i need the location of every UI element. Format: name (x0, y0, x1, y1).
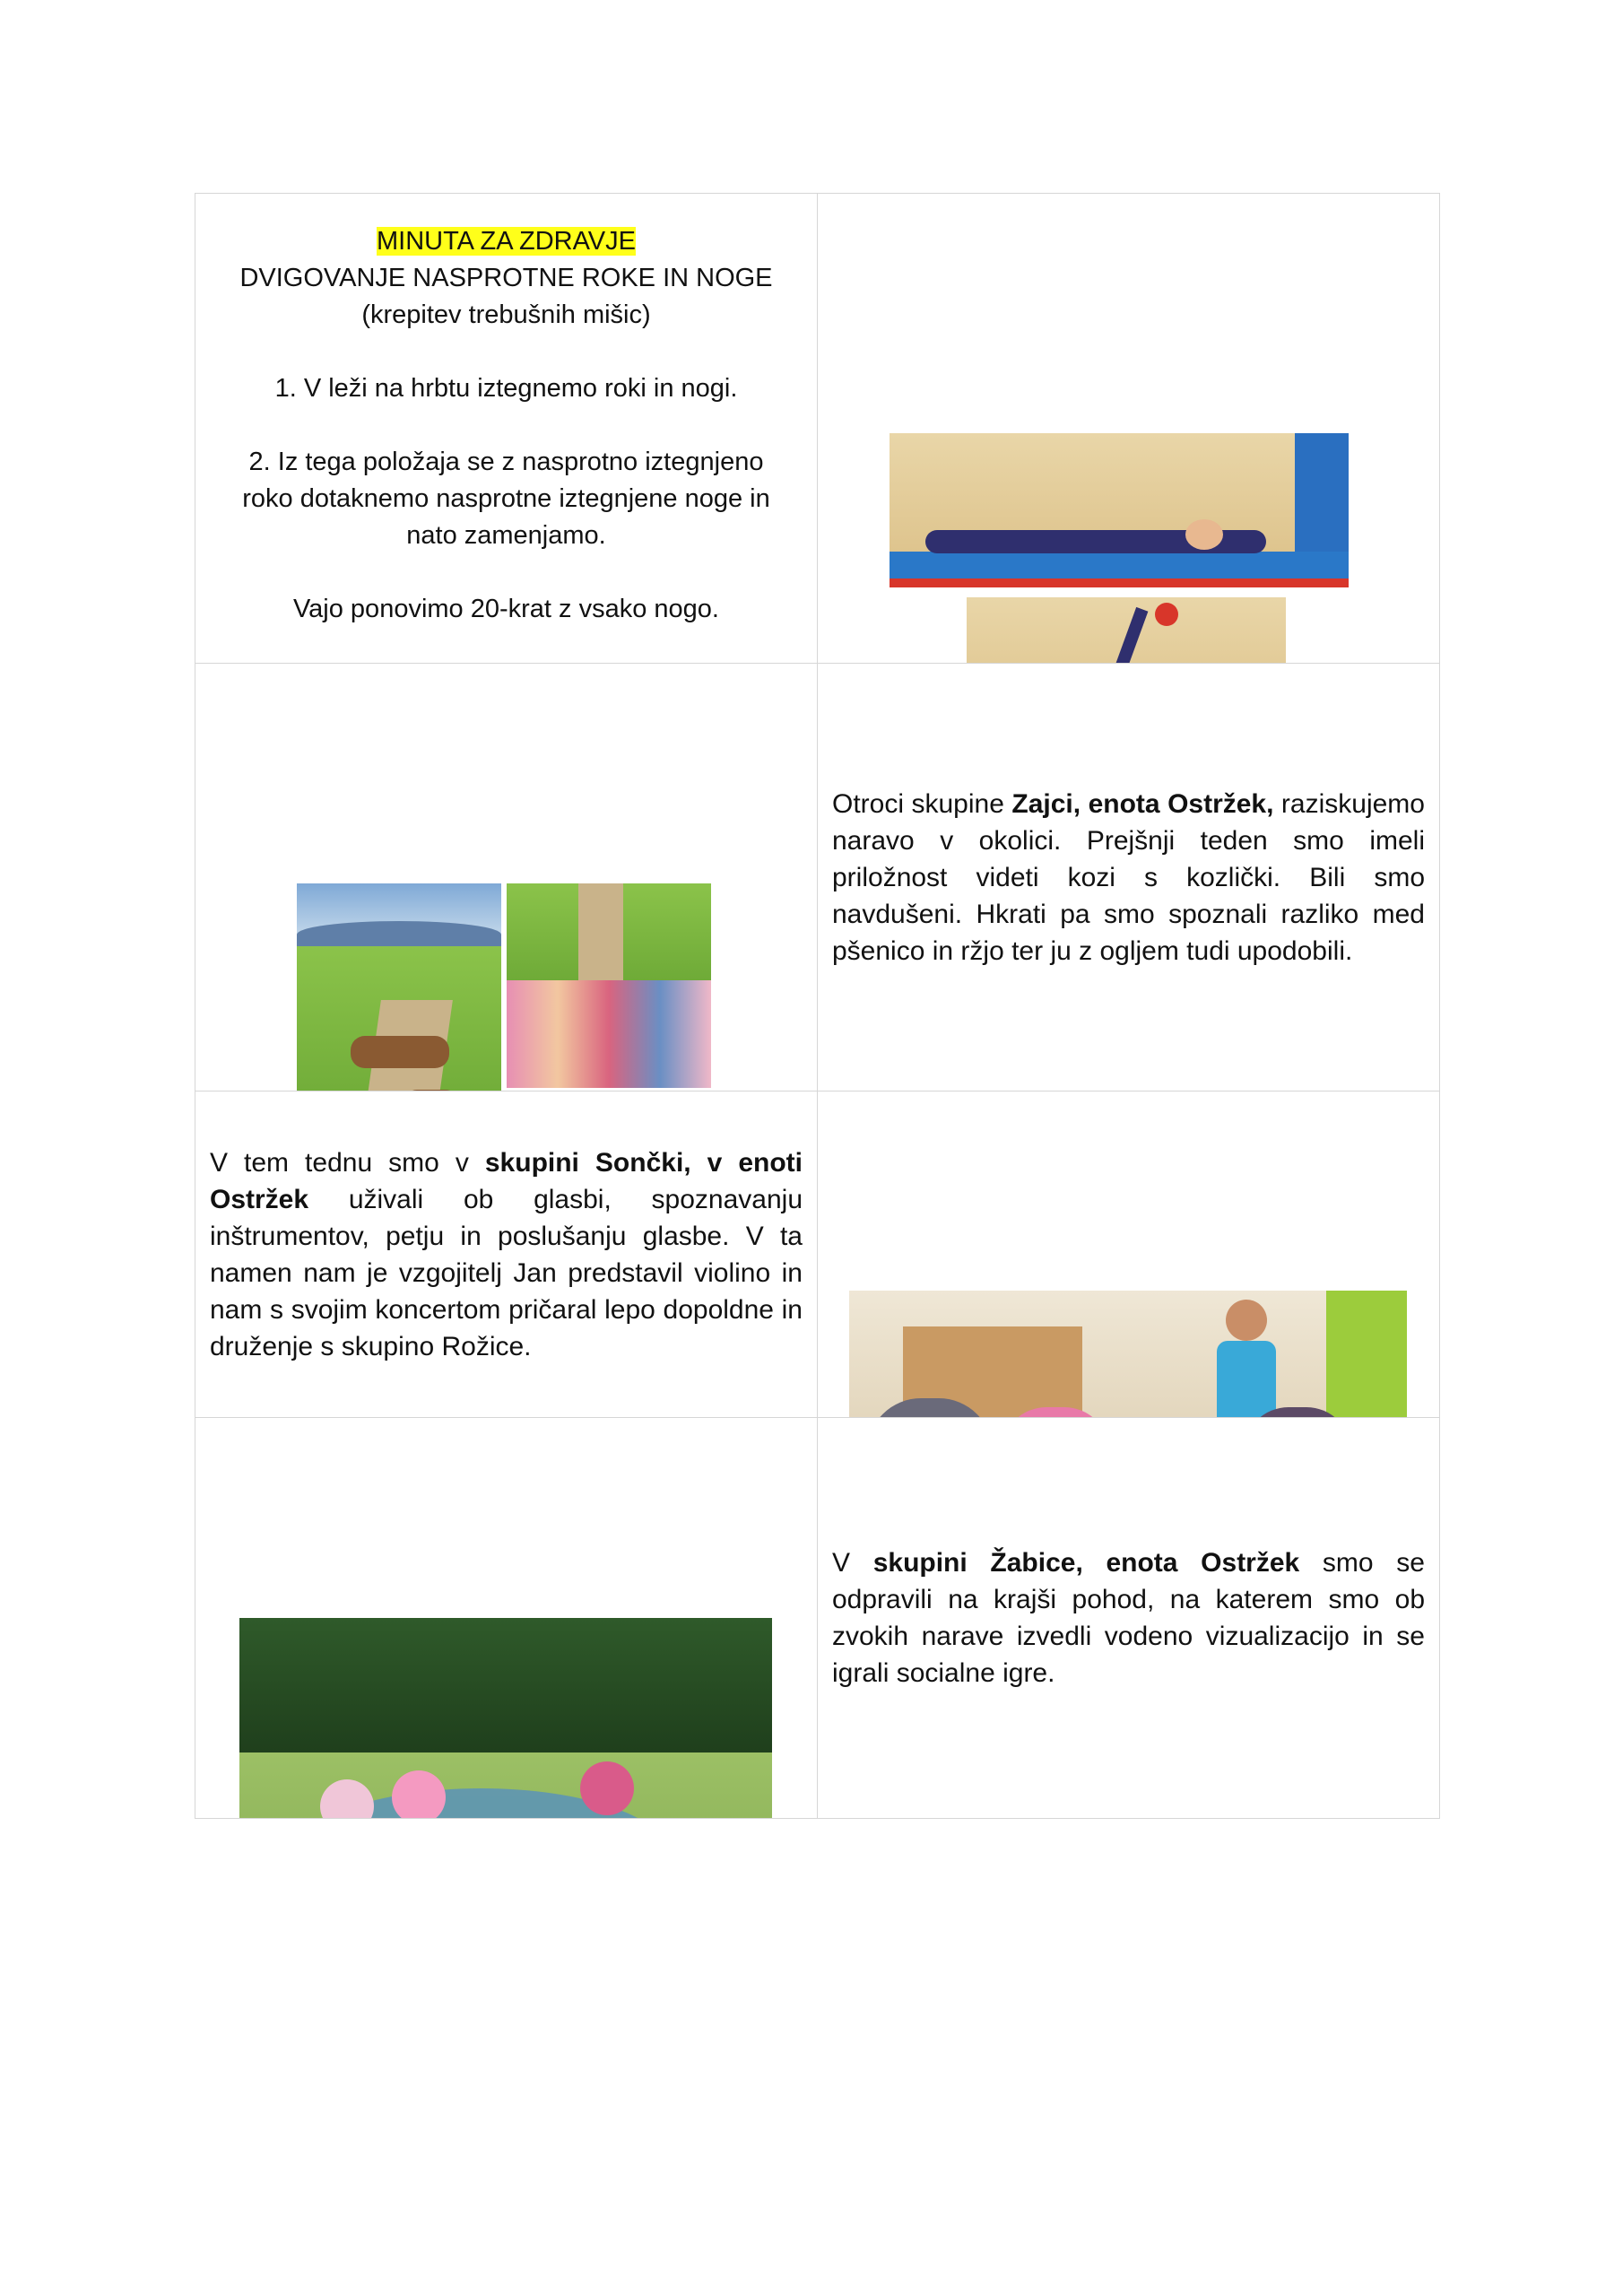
soncki-text-pre: V tem tednu smo v (210, 1147, 485, 1178)
content-table (195, 193, 1440, 1819)
exercise-step-2-line-3: nato zamenjamo. (406, 521, 606, 550)
exercise-subtitle: DVIGOVANJE NASPROTNE ROKE IN NOGE (239, 264, 773, 292)
exercise-text-cell (195, 194, 818, 664)
soncki-text-bold: skupini Sončki, v enoti Ostržek (210, 1147, 803, 1214)
zabice-text-bold: skupini Žabice, enota Ostržek (872, 1548, 1300, 1578)
zajci-paragraph (818, 786, 1439, 970)
hike-group-photo (239, 1618, 772, 1819)
goats-photo-large (297, 883, 501, 1091)
zajci-text-bold: Zajci, enota Ostržek, (1011, 788, 1274, 819)
exercise-title: MINUTA ZA ZDRAVJE (377, 227, 636, 256)
exercise-step-1: 1. V leži na hrbtu iztegnemo roki in nogi. (274, 374, 738, 403)
zabice-text-pre: V (832, 1548, 873, 1578)
row-zajci (195, 664, 1440, 1091)
row-zabice (195, 1418, 1440, 1819)
soncki-paragraph (195, 1144, 817, 1365)
exercise-step-2-line-1: 2. Iz tega položaja se z nasprotno iztegnjeno (248, 448, 764, 476)
soncki-text-post: uživali ob glasbi, spoznavanju inštrumentov, petju in poslušanju glasbe. V ta namen nam je vzgojitelj Jan predstavil violino in nam s svojim koncertom pričaral lepo dopoldne in druženje s skupino Rožice. (210, 1184, 803, 1361)
soncki-text-cell (195, 1091, 818, 1418)
exercise-photo-2 (967, 597, 1286, 664)
exercise-photos-cell (818, 194, 1440, 664)
exercise-step-2-line-2: roko dotaknemo nasprotne iztegnjene noge in (242, 484, 770, 513)
violin-concert-photo (849, 1291, 1407, 1418)
exercise-purpose: (krepitev trebušnih mišic) (361, 300, 651, 329)
row-soncki (195, 1091, 1440, 1418)
zajci-text-post: raziskujemo naravo v okolici. Prejšnji teden smo imeli priložnost videti kozi s kozlički. Bili smo navdušeni. Hkrati pa smo spoznali razliko med pšenico in ržjo ter ju z ogljem tudi upodobili. (832, 788, 1425, 966)
row-exercise (195, 194, 1440, 664)
violin-photo-cell (818, 1091, 1440, 1418)
zabice-text-post: smo se odpravili na krajši pohod, na katerem smo ob zvokih narave izvedli vodeno vizualizacijo in se igrali socialne igre. (832, 1548, 1425, 1688)
goats-children-photo-1 (507, 883, 711, 1088)
zajci-text-pre: Otroci skupine (832, 788, 1012, 819)
zabice-paragraph (818, 1544, 1439, 1692)
exercise-photo-1 (890, 433, 1349, 587)
goats-photos-cell (195, 664, 818, 1091)
exercise-repeat: Vajo ponovimo 20-krat z vsako nogo. (292, 595, 719, 623)
hike-photo-cell (195, 1418, 818, 1819)
zabice-text-cell (818, 1418, 1440, 1819)
zajci-text-cell (818, 664, 1440, 1091)
